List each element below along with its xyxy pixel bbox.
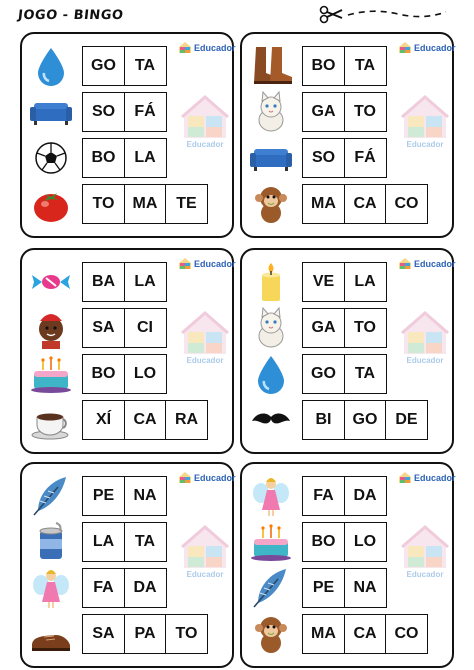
syllable-cell: GA: [302, 92, 345, 132]
syllable-cells: [82, 46, 165, 86]
syllable-cells: [82, 308, 165, 348]
syllable-cells: [302, 262, 385, 302]
puzzle-house-icon: [180, 310, 230, 356]
syllable-cell: TO: [165, 614, 208, 654]
syllable-cells: [302, 354, 385, 394]
syllable-cell: TA: [124, 46, 167, 86]
syllable-cell: GA: [302, 308, 345, 348]
syllable-cell: FA: [302, 476, 345, 516]
tin-can-icon: [28, 519, 74, 565]
syllable-cell: GO: [344, 400, 387, 440]
syllable-cell: TO: [344, 92, 387, 132]
watermark-brand-name: Educador: [406, 356, 444, 365]
educador-logo: [178, 41, 236, 54]
saci-icon: [28, 305, 74, 351]
educador-logo: [178, 257, 236, 270]
mustache-icon: [248, 397, 294, 443]
syllable-cell: TA: [344, 46, 387, 86]
shoe-icon: [28, 611, 74, 657]
candle-icon: [248, 259, 294, 305]
cat-icon: [248, 305, 294, 351]
syllable-cells: [82, 400, 207, 440]
syllable-cell: TO: [82, 184, 125, 224]
syllable-cell: NA: [124, 476, 167, 516]
syllable-cell: TA: [344, 354, 387, 394]
syllable-cells: [82, 184, 207, 224]
bingo-card: [240, 462, 454, 668]
syllable-cells: [302, 476, 385, 516]
syllable-cells: [302, 522, 385, 562]
page-title: JOGO - BINGO: [17, 8, 125, 23]
syllable-cell: PE: [82, 476, 125, 516]
puzzle-house-icon: [400, 94, 450, 140]
card-row: [242, 181, 452, 227]
card-row: [22, 397, 232, 443]
soccer-ball-icon: [28, 135, 74, 181]
educador-watermark: [180, 94, 230, 156]
puzzle-house-icon: [180, 524, 230, 570]
syllable-cell: LA: [124, 138, 167, 178]
syllable-cell: BO: [82, 138, 125, 178]
educador-logo: [398, 471, 456, 484]
watermark-brand-name: Educador: [186, 570, 224, 579]
coffee-cup-icon: [28, 397, 74, 443]
syllable-cells: [82, 476, 165, 516]
syllable-cell: BI: [302, 400, 345, 440]
feather-icon: [248, 565, 294, 611]
watermark-brand-name: Educador: [186, 356, 224, 365]
scissors-icon: [318, 4, 448, 24]
fairy-icon: [28, 565, 74, 611]
puzzle-house-icon: [180, 94, 230, 140]
fairy-icon: [248, 473, 294, 519]
card-row: [22, 611, 232, 657]
cat-icon: [248, 89, 294, 135]
syllable-cell: GO: [302, 354, 345, 394]
syllable-cell: BO: [82, 354, 125, 394]
boots-icon: [248, 43, 294, 89]
syllable-cells: [82, 614, 207, 654]
syllable-cell: PA: [124, 614, 167, 654]
educador-watermark: [400, 94, 450, 156]
card-row: [242, 611, 452, 657]
syllable-cell: DA: [344, 476, 387, 516]
syllable-cell: FÁ: [344, 138, 387, 178]
syllable-cell: VE: [302, 262, 345, 302]
water-drop-icon: [28, 43, 74, 89]
watermark-brand-name: Educador: [406, 570, 444, 579]
brand-name: Educador: [194, 472, 236, 483]
brand-name: Educador: [194, 258, 236, 269]
bingo-card: [240, 248, 454, 454]
syllable-cell: PE: [302, 568, 345, 608]
syllable-cell: BO: [302, 522, 345, 562]
monkey-icon: [248, 181, 294, 227]
educador-logo: [398, 41, 456, 54]
syllable-cell: TO: [344, 308, 387, 348]
monkey-icon: [248, 611, 294, 657]
brand-name: Educador: [414, 472, 456, 483]
syllable-cell: CO: [385, 184, 428, 224]
syllable-cell: CA: [344, 184, 387, 224]
syllable-cell: XÍ: [82, 400, 125, 440]
feather-icon: [28, 473, 74, 519]
syllable-cell: GO: [82, 46, 125, 86]
syllable-cells: [82, 568, 165, 608]
syllable-cells: [302, 614, 427, 654]
syllable-cell: SO: [302, 138, 345, 178]
educador-watermark: [400, 524, 450, 586]
syllable-cells: [302, 92, 385, 132]
cake-icon: [248, 519, 294, 565]
syllable-cell: DA: [124, 568, 167, 608]
syllable-cells: [302, 400, 427, 440]
puzzle-house-icon: [400, 524, 450, 570]
brand-name: Educador: [194, 42, 236, 53]
syllable-cells: [82, 138, 165, 178]
syllable-cells: [82, 262, 165, 302]
syllable-cell: SA: [82, 614, 125, 654]
syllable-cell: MA: [302, 184, 345, 224]
syllable-cell: TE: [165, 184, 208, 224]
syllable-cell: BA: [82, 262, 125, 302]
syllable-cell: CI: [124, 308, 167, 348]
syllable-cells: [302, 46, 385, 86]
cake-icon: [28, 351, 74, 397]
syllable-cell: BO: [302, 46, 345, 86]
syllable-cell: LO: [344, 522, 387, 562]
syllable-cells: [82, 92, 165, 132]
watermark-brand-name: Educador: [406, 140, 444, 149]
sofa-icon: [28, 89, 74, 135]
puzzle-house-icon: [400, 310, 450, 356]
card-row: [22, 181, 232, 227]
educador-logo: [178, 471, 236, 484]
syllable-cells: [302, 184, 427, 224]
bingo-card: [20, 462, 234, 668]
syllable-cell: SO: [82, 92, 125, 132]
brand-name: Educador: [414, 42, 456, 53]
syllable-cell: LA: [124, 262, 167, 302]
watermark-brand-name: Educador: [186, 140, 224, 149]
candy-icon: [28, 259, 74, 305]
syllable-cells: [302, 568, 385, 608]
syllable-cell: FA: [82, 568, 125, 608]
brand-name: Educador: [414, 258, 456, 269]
syllable-cells: [82, 522, 165, 562]
syllable-cell: NA: [344, 568, 387, 608]
syllable-cell: CA: [124, 400, 167, 440]
syllable-cells: [302, 138, 385, 178]
bingo-card: [240, 32, 454, 238]
educador-watermark: [400, 310, 450, 372]
syllable-cell: LO: [124, 354, 167, 394]
syllable-cell: RA: [165, 400, 208, 440]
sofa-icon: [248, 135, 294, 181]
syllable-cell: CA: [344, 614, 387, 654]
syllable-cell: TA: [124, 522, 167, 562]
syllable-cell: LA: [344, 262, 387, 302]
syllable-cell: LA: [82, 522, 125, 562]
bingo-card: [20, 248, 234, 454]
syllable-cell: DE: [385, 400, 428, 440]
tomato-icon: [28, 181, 74, 227]
syllable-cells: [302, 308, 385, 348]
educador-logo: [398, 257, 456, 270]
card-row: [242, 397, 452, 443]
educador-watermark: [180, 310, 230, 372]
water-drop-icon: [248, 351, 294, 397]
syllable-cell: MA: [124, 184, 167, 224]
syllable-cells: [82, 354, 165, 394]
syllable-cell: MA: [302, 614, 345, 654]
syllable-cell: CO: [385, 614, 428, 654]
bingo-card: [20, 32, 234, 238]
educador-watermark: [180, 524, 230, 586]
syllable-cell: FÁ: [124, 92, 167, 132]
syllable-cell: SA: [82, 308, 125, 348]
